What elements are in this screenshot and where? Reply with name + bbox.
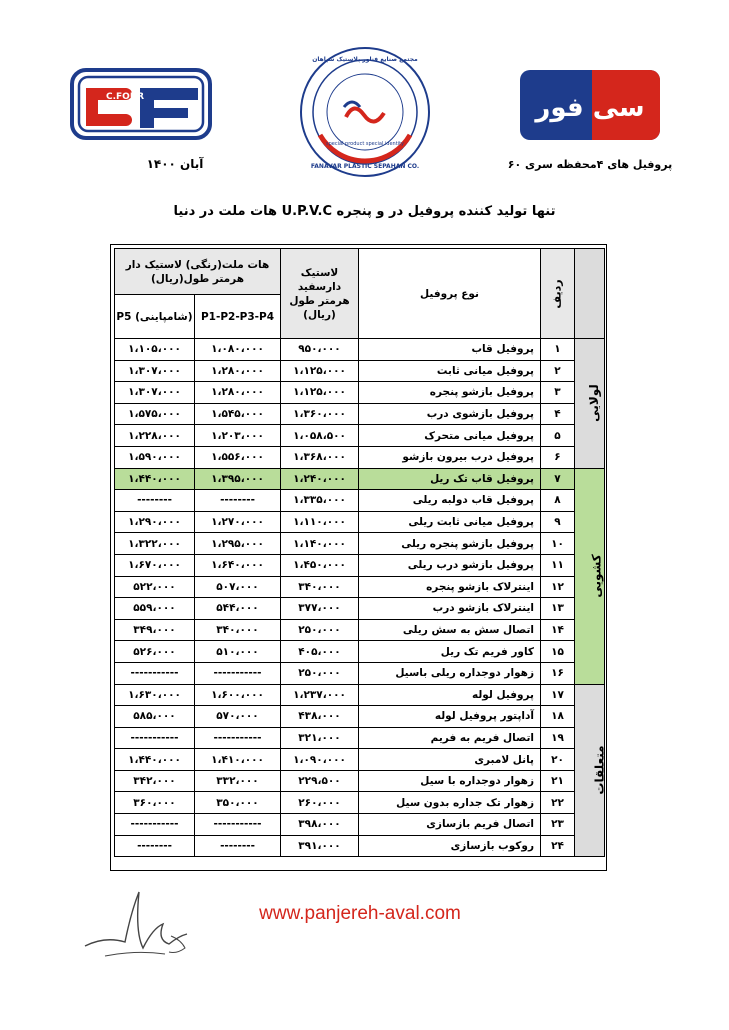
price-white-cell: ۱،۱۴۰،۰۰۰ — [281, 533, 359, 555]
table-row — [115, 511, 605, 533]
profile-name-cell: پانل لامبری — [359, 749, 541, 771]
profile-name-cell: پروفیل بازشو پنجره — [359, 382, 541, 404]
table-row — [115, 662, 605, 684]
header-hotmelt-group: هات ملت(رنگی) لاستیک دار هرمتر طول(ریال) — [115, 249, 281, 295]
price-p1-p4-cell: ----------- — [195, 662, 281, 684]
category-label: متعلقات — [592, 745, 607, 795]
price-white-cell: ۳۴۰،۰۰۰ — [281, 576, 359, 598]
seal-text-ring: special product special identity — [326, 141, 404, 147]
price-p1-p4-cell: -------- — [195, 490, 281, 512]
price-p1-p4-cell: ۱،۵۵۶،۰۰۰ — [195, 446, 281, 468]
price-white-cell: ۴۳۸،۰۰۰ — [281, 706, 359, 728]
row-number-cell: ۷ — [541, 468, 575, 490]
price-p5-cell: -------- — [115, 835, 195, 857]
company-seal — [298, 45, 432, 179]
price-p5-cell: ۱،۳۲۲،۰۰۰ — [115, 533, 195, 555]
sicfour-logo-text: سی فور — [535, 93, 645, 123]
row-number-cell: ۲۰ — [541, 749, 575, 771]
price-p5-cell: ----------- — [115, 662, 195, 684]
price-white-cell: ۳۹۸،۰۰۰ — [281, 814, 359, 836]
profile-name-cell: پروفیل بازشوی درب — [359, 403, 541, 425]
price-p5-cell: ۳۴۹،۰۰۰ — [115, 619, 195, 641]
cfour-logo-text: C.FOUR — [106, 92, 145, 102]
price-p5-cell: ۱،۴۴۰،۰۰۰ — [115, 468, 195, 490]
price-white-cell: ۴۰۵،۰۰۰ — [281, 641, 359, 663]
table-row — [115, 619, 605, 641]
price-p5-cell: ----------- — [115, 814, 195, 836]
table-row — [115, 382, 605, 404]
price-white-cell: ۲۶۰،۰۰۰ — [281, 792, 359, 814]
price-p1-p4-cell: ۱،۴۱۰،۰۰۰ — [195, 749, 281, 771]
profile-name-cell: اینترلاک بازشو پنجره — [359, 576, 541, 598]
category-cell — [575, 468, 605, 684]
profile-name-cell: زهوار دوجداره ریلی باسیل — [359, 662, 541, 684]
profile-name-cell: اتصال سش به سش ریلی — [359, 619, 541, 641]
header-category-blank — [575, 249, 605, 339]
price-p1-p4-cell: ۳۳۲،۰۰۰ — [195, 770, 281, 792]
table-row — [115, 468, 605, 490]
price-white-cell: ۱،۳۶۸،۰۰۰ — [281, 446, 359, 468]
table-row — [115, 792, 605, 814]
profile-name-cell: زهوار تک جداره بدون سیل — [359, 792, 541, 814]
seal-text-bottom: FANAVAR PLASTIC SEPAHAN CO. — [310, 163, 420, 170]
price-p5-cell: ۱،۵۷۵،۰۰۰ — [115, 403, 195, 425]
price-p1-p4-cell: ۱،۰۸۰،۰۰۰ — [195, 339, 281, 361]
price-p1-p4-cell: -------- — [195, 835, 281, 857]
row-number-cell: ۲۱ — [541, 770, 575, 792]
header-white: لاستیک دارسفید هرمتر طول (ریال) — [281, 249, 359, 339]
table-row — [115, 490, 605, 512]
price-p5-cell: ----------- — [115, 727, 195, 749]
price-p1-p4-cell: ۵۰۷،۰۰۰ — [195, 576, 281, 598]
profile-name-cell: زهوار دوجداره با سیل — [359, 770, 541, 792]
price-p5-cell: ۱،۵۹۰،۰۰۰ — [115, 446, 195, 468]
table-row — [115, 641, 605, 663]
header-p1-p4: P1-P2-P3-P4 — [195, 295, 281, 339]
price-p5-cell: -------- — [115, 490, 195, 512]
price-p5-cell: ۳۶۰،۰۰۰ — [115, 792, 195, 814]
price-p1-p4-cell: ۱،۲۸۰،۰۰۰ — [195, 360, 281, 382]
price-p5-cell: ۱،۶۳۰،۰۰۰ — [115, 684, 195, 706]
row-number-cell: ۱۸ — [541, 706, 575, 728]
price-white-cell: ۲۲۹،۵۰۰ — [281, 770, 359, 792]
row-number-cell: ۲۲ — [541, 792, 575, 814]
price-white-cell: ۲۵۰،۰۰۰ — [281, 619, 359, 641]
price-table — [114, 248, 605, 857]
table-row — [115, 814, 605, 836]
row-number-cell: ۶ — [541, 446, 575, 468]
price-p1-p4-cell: ۱،۶۰۰،۰۰۰ — [195, 684, 281, 706]
table-row — [115, 749, 605, 771]
price-white-cell: ۳۹۱،۰۰۰ — [281, 835, 359, 857]
profile-name-cell: اتصال فریم به فریم — [359, 727, 541, 749]
price-p1-p4-cell: ----------- — [195, 814, 281, 836]
price-p1-p4-cell: ۳۴۰،۰۰۰ — [195, 619, 281, 641]
row-number-cell: ۹ — [541, 511, 575, 533]
price-p5-cell: ۳۴۲،۰۰۰ — [115, 770, 195, 792]
profile-name-cell: کاور فریم تک ریل — [359, 641, 541, 663]
price-white-cell: ۱،۳۳۵،۰۰۰ — [281, 490, 359, 512]
profile-name-cell: آداپتور پروفیل لوله — [359, 706, 541, 728]
price-p5-cell: ۱،۳۰۷،۰۰۰ — [115, 360, 195, 382]
table-row — [115, 598, 605, 620]
website-url[interactable]: www.panjereh-aval.com — [259, 903, 461, 924]
row-number-cell: ۱۵ — [541, 641, 575, 663]
price-white-cell: ۱،۲۴۰،۰۰۰ — [281, 468, 359, 490]
price-p1-p4-cell: ۱،۶۴۰،۰۰۰ — [195, 554, 281, 576]
page-title: تنها تولید کننده پروفیل در و پنجره U.P.V.C هات ملت در دنیا — [173, 204, 556, 219]
price-p5-cell: ۱،۱۰۵،۰۰۰ — [115, 339, 195, 361]
profile-name-cell: پروفیل بازشو درب ریلی — [359, 554, 541, 576]
profile-name-cell: پروفیل میانی متحرک — [359, 425, 541, 447]
price-white-cell: ۳۲۱،۰۰۰ — [281, 727, 359, 749]
price-p5-cell: ۵۲۶،۰۰۰ — [115, 641, 195, 663]
table-row — [115, 533, 605, 555]
price-white-cell: ۱،۰۹۰،۰۰۰ — [281, 749, 359, 771]
price-p1-p4-cell: ۵۱۰،۰۰۰ — [195, 641, 281, 663]
profile-name-cell: پروفیل قاب دولبه ریلی — [359, 490, 541, 512]
price-white-cell: ۲۵۰،۰۰۰ — [281, 662, 359, 684]
profile-name-cell: پروفیل قاب — [359, 339, 541, 361]
header-profile-type: نوع پروفیل — [359, 249, 541, 339]
price-p5-cell: ۱،۲۲۸،۰۰۰ — [115, 425, 195, 447]
price-p1-p4-cell: ۵۴۴،۰۰۰ — [195, 598, 281, 620]
price-p1-p4-cell: ۱،۵۴۵،۰۰۰ — [195, 403, 281, 425]
category-cell — [575, 684, 605, 857]
price-white-cell: ۱،۱۲۵،۰۰۰ — [281, 382, 359, 404]
category-label: کشویی — [589, 554, 604, 598]
table-row — [115, 425, 605, 447]
category-label: لولایی — [586, 384, 601, 423]
profile-name-cell: پروفیل میانی ثابت — [359, 360, 541, 382]
row-number-cell: ۱ — [541, 339, 575, 361]
profile-name-cell: پروفیل میانی ثابت ریلی — [359, 511, 541, 533]
profile-name-cell: پروفیل بازشو پنجره ریلی — [359, 533, 541, 555]
row-number-cell: ۱۷ — [541, 684, 575, 706]
price-p1-p4-cell: ----------- — [195, 727, 281, 749]
row-number-cell: ۲ — [541, 360, 575, 382]
price-white-cell: ۹۵۰،۰۰۰ — [281, 339, 359, 361]
table-row — [115, 727, 605, 749]
price-p5-cell: ۱،۴۴۰،۰۰۰ — [115, 749, 195, 771]
header-row-no — [541, 249, 575, 339]
price-white-cell: ۱،۱۲۵،۰۰۰ — [281, 360, 359, 382]
table-row — [115, 706, 605, 728]
sicfour-logo — [520, 70, 660, 140]
table-row — [115, 446, 605, 468]
price-p1-p4-cell: ۱،۲۰۳،۰۰۰ — [195, 425, 281, 447]
price-p5-cell: ۱،۶۷۰،۰۰۰ — [115, 554, 195, 576]
row-number-cell: ۱۱ — [541, 554, 575, 576]
product-series: پروفیل های ۴محفظه سری ۶۰ — [507, 158, 673, 171]
seal-text-top: مجتمع صنایع فناور پلاستیک سپاهان — [312, 56, 418, 63]
price-white-cell: ۱،۳۶۰،۰۰۰ — [281, 403, 359, 425]
price-p1-p4-cell: ۱،۲۹۵،۰۰۰ — [195, 533, 281, 555]
price-p1-p4-cell: ۱،۲۸۰،۰۰۰ — [195, 382, 281, 404]
row-number-cell: ۱۶ — [541, 662, 575, 684]
price-white-cell: ۳۷۷،۰۰۰ — [281, 598, 359, 620]
table-row — [115, 835, 605, 857]
price-white-cell: ۱،۱۱۰،۰۰۰ — [281, 511, 359, 533]
profile-name-cell: اتصال فریم بازسازی — [359, 814, 541, 836]
row-number-cell: ۸ — [541, 490, 575, 512]
price-p1-p4-cell: ۵۷۰،۰۰۰ — [195, 706, 281, 728]
row-number-cell: ۱۲ — [541, 576, 575, 598]
issue-date: آبان ۱۴۰۰ — [146, 157, 204, 171]
price-white-cell: ۱،۲۳۷،۰۰۰ — [281, 684, 359, 706]
row-number-cell: ۱۰ — [541, 533, 575, 555]
price-p1-p4-cell: ۱،۳۹۵،۰۰۰ — [195, 468, 281, 490]
row-number-cell: ۵ — [541, 425, 575, 447]
header-p5: P5 (شامپاینی) — [115, 295, 195, 339]
table-row — [115, 770, 605, 792]
price-p5-cell: ۱،۲۹۰،۰۰۰ — [115, 511, 195, 533]
row-number-cell: ۱۳ — [541, 598, 575, 620]
signature — [75, 876, 225, 976]
price-p5-cell: ۵۵۹،۰۰۰ — [115, 598, 195, 620]
price-p5-cell: ۱،۳۰۷،۰۰۰ — [115, 382, 195, 404]
table-row — [115, 684, 605, 706]
profile-name-cell: پروفیل لوله — [359, 684, 541, 706]
row-number-cell: ۱۹ — [541, 727, 575, 749]
category-cell — [575, 339, 605, 469]
table-row — [115, 339, 605, 361]
price-white-cell: ۱،۴۵۰،۰۰۰ — [281, 554, 359, 576]
profile-name-cell: اینترلاک بازشو درب — [359, 598, 541, 620]
profile-name-cell: روکوب بازسازی — [359, 835, 541, 857]
row-number-cell: ۴ — [541, 403, 575, 425]
price-white-cell: ۱،۰۵۸،۵۰۰ — [281, 425, 359, 447]
price-p1-p4-cell: ۱،۲۷۰،۰۰۰ — [195, 511, 281, 533]
table-row — [115, 360, 605, 382]
row-number-cell: ۱۴ — [541, 619, 575, 641]
table-row — [115, 576, 605, 598]
table-row — [115, 554, 605, 576]
price-p1-p4-cell: ۳۵۰،۰۰۰ — [195, 792, 281, 814]
profile-name-cell: پروفیل قاب تک ریل — [359, 468, 541, 490]
profile-name-cell: پروفیل درب بیرون بازشو — [359, 446, 541, 468]
row-number-cell: ۲۳ — [541, 814, 575, 836]
table-row — [115, 403, 605, 425]
row-number-cell: ۲۴ — [541, 835, 575, 857]
price-p5-cell: ۵۲۲،۰۰۰ — [115, 576, 195, 598]
header-row-no-label: ردیف — [550, 278, 564, 309]
row-number-cell: ۳ — [541, 382, 575, 404]
cfour-logo — [70, 68, 212, 140]
price-p5-cell: ۵۸۵،۰۰۰ — [115, 706, 195, 728]
